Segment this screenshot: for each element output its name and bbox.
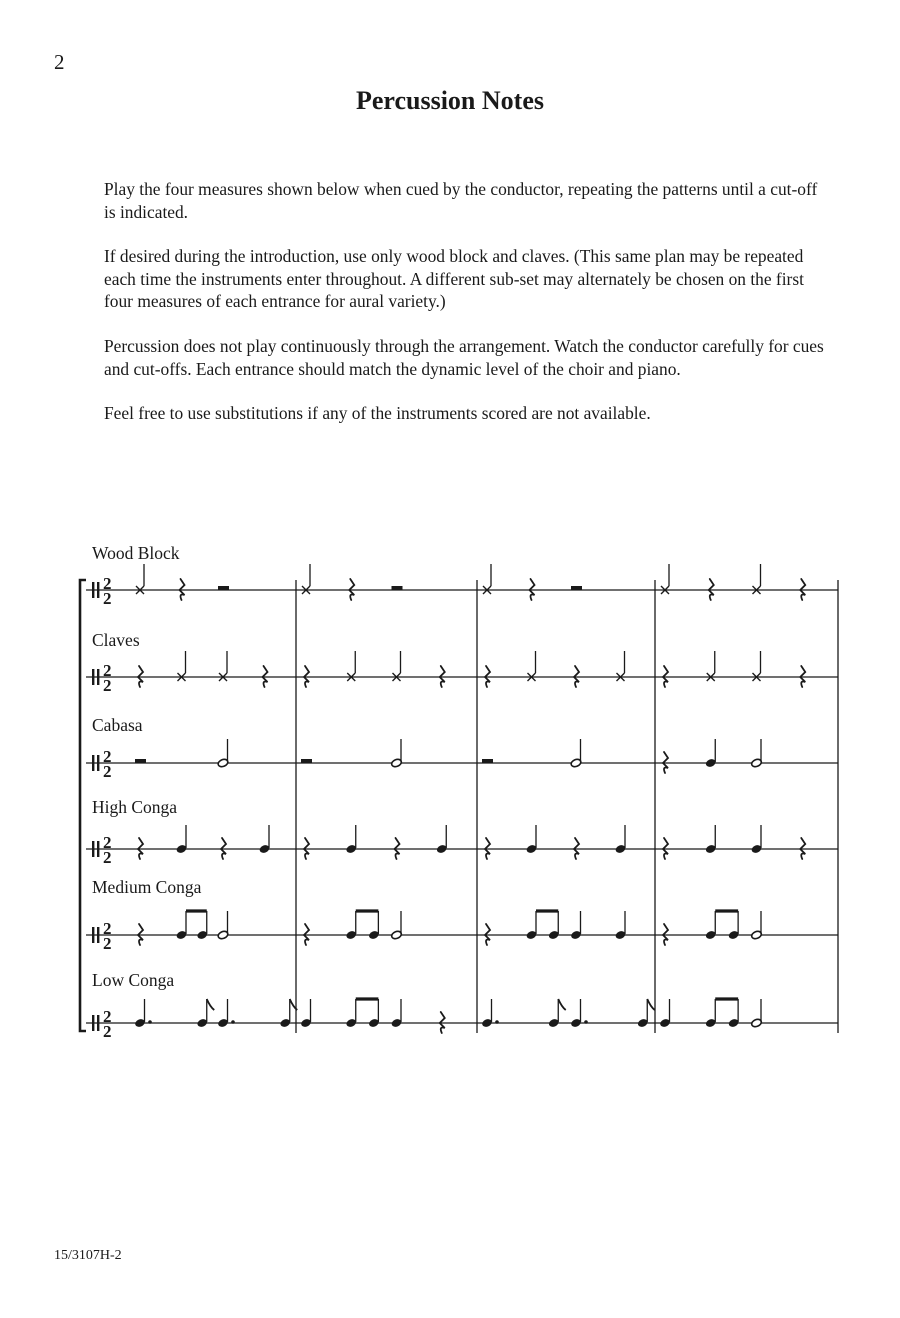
- time-signature-top: 2: [103, 919, 112, 938]
- instruction-paragraph-cutoffs: Percussion does not play continuously through the arrangement. Watch the conductor carefully for cues and cut-offs. Each entrance should match the dynamic level of the choir and piano.: [104, 335, 824, 379]
- system-bracket: [80, 580, 86, 1031]
- augmentation-dot-icon: [584, 1020, 588, 1024]
- percussion-clef-icon: [92, 669, 94, 685]
- instruction-paragraph-introduction: If desired during the introduction, use only wood block and claves. (This same plan may be repeated each time the instruments enter throughout. A different sub-set may alternately be chosen on the first four measures of each entrance for aural variety.): [104, 246, 804, 312]
- instrument-label: Low Conga: [92, 970, 175, 990]
- percussion-clef-icon: [97, 1015, 99, 1031]
- time-signature-top: 2: [103, 1007, 112, 1026]
- time-signature-bottom: 2: [103, 676, 112, 695]
- time-signature-bottom: 2: [103, 589, 112, 608]
- instruction-paragraph-substitutions: Feel free to use substitutions if any of the instruments scored are not available.: [104, 403, 651, 424]
- score-svg: [0, 530, 900, 1050]
- percussion-clef-icon: [92, 1015, 94, 1031]
- half-rest-icon: [301, 759, 312, 763]
- instruction-paragraph-cue: Play the four measures shown below when cued by the conductor, repeating the patterns until a cut-off is indicated.: [104, 179, 818, 222]
- augmentation-dot-icon: [231, 1020, 235, 1024]
- half-rest-icon: [135, 759, 146, 763]
- time-signature-bottom: 2: [103, 848, 112, 867]
- percussion-clef-icon: [97, 755, 99, 771]
- time-signature-top: 2: [103, 833, 112, 852]
- percussion-clef-icon: [97, 841, 99, 857]
- percussion-score: [0, 530, 900, 1055]
- percussion-clef-icon: [97, 927, 99, 943]
- page-title: Percussion Notes: [355, 86, 544, 115]
- instrument-label: High Conga: [92, 797, 178, 817]
- percussion-clef-icon: [92, 755, 94, 771]
- percussion-clef-icon: [92, 582, 94, 598]
- percussion-clef-icon: [92, 927, 94, 943]
- eighth-flag-icon: [647, 999, 655, 1010]
- half-rest-icon: [392, 586, 403, 590]
- percussion-notes-text: [104, 178, 824, 447]
- time-signature-bottom: 2: [103, 934, 112, 953]
- percussion-clef-icon: [97, 669, 99, 685]
- page-number: 2: [54, 50, 65, 74]
- time-signature-bottom: 2: [103, 1022, 112, 1041]
- instrument-label: Medium Conga: [92, 877, 202, 897]
- instrument-label: Claves: [92, 630, 140, 650]
- percussion-clef-icon: [97, 582, 99, 598]
- time-signature-top: 2: [103, 574, 112, 593]
- eighth-flag-icon: [207, 999, 215, 1010]
- time-signature-top: 2: [103, 661, 112, 680]
- time-signature-top: 2: [103, 747, 112, 766]
- instrument-label: Cabasa: [92, 715, 143, 735]
- half-rest-icon: [571, 586, 582, 590]
- catalog-number: 15/3107H-2: [54, 1248, 122, 1263]
- instrument-label: Wood Block: [92, 543, 180, 563]
- half-rest-icon: [482, 759, 493, 763]
- time-signature-bottom: 2: [103, 762, 112, 781]
- half-rest-icon: [218, 586, 229, 590]
- percussion-clef-icon: [92, 841, 94, 857]
- augmentation-dot-icon: [495, 1020, 499, 1024]
- eighth-flag-icon: [558, 999, 566, 1010]
- augmentation-dot-icon: [148, 1020, 152, 1024]
